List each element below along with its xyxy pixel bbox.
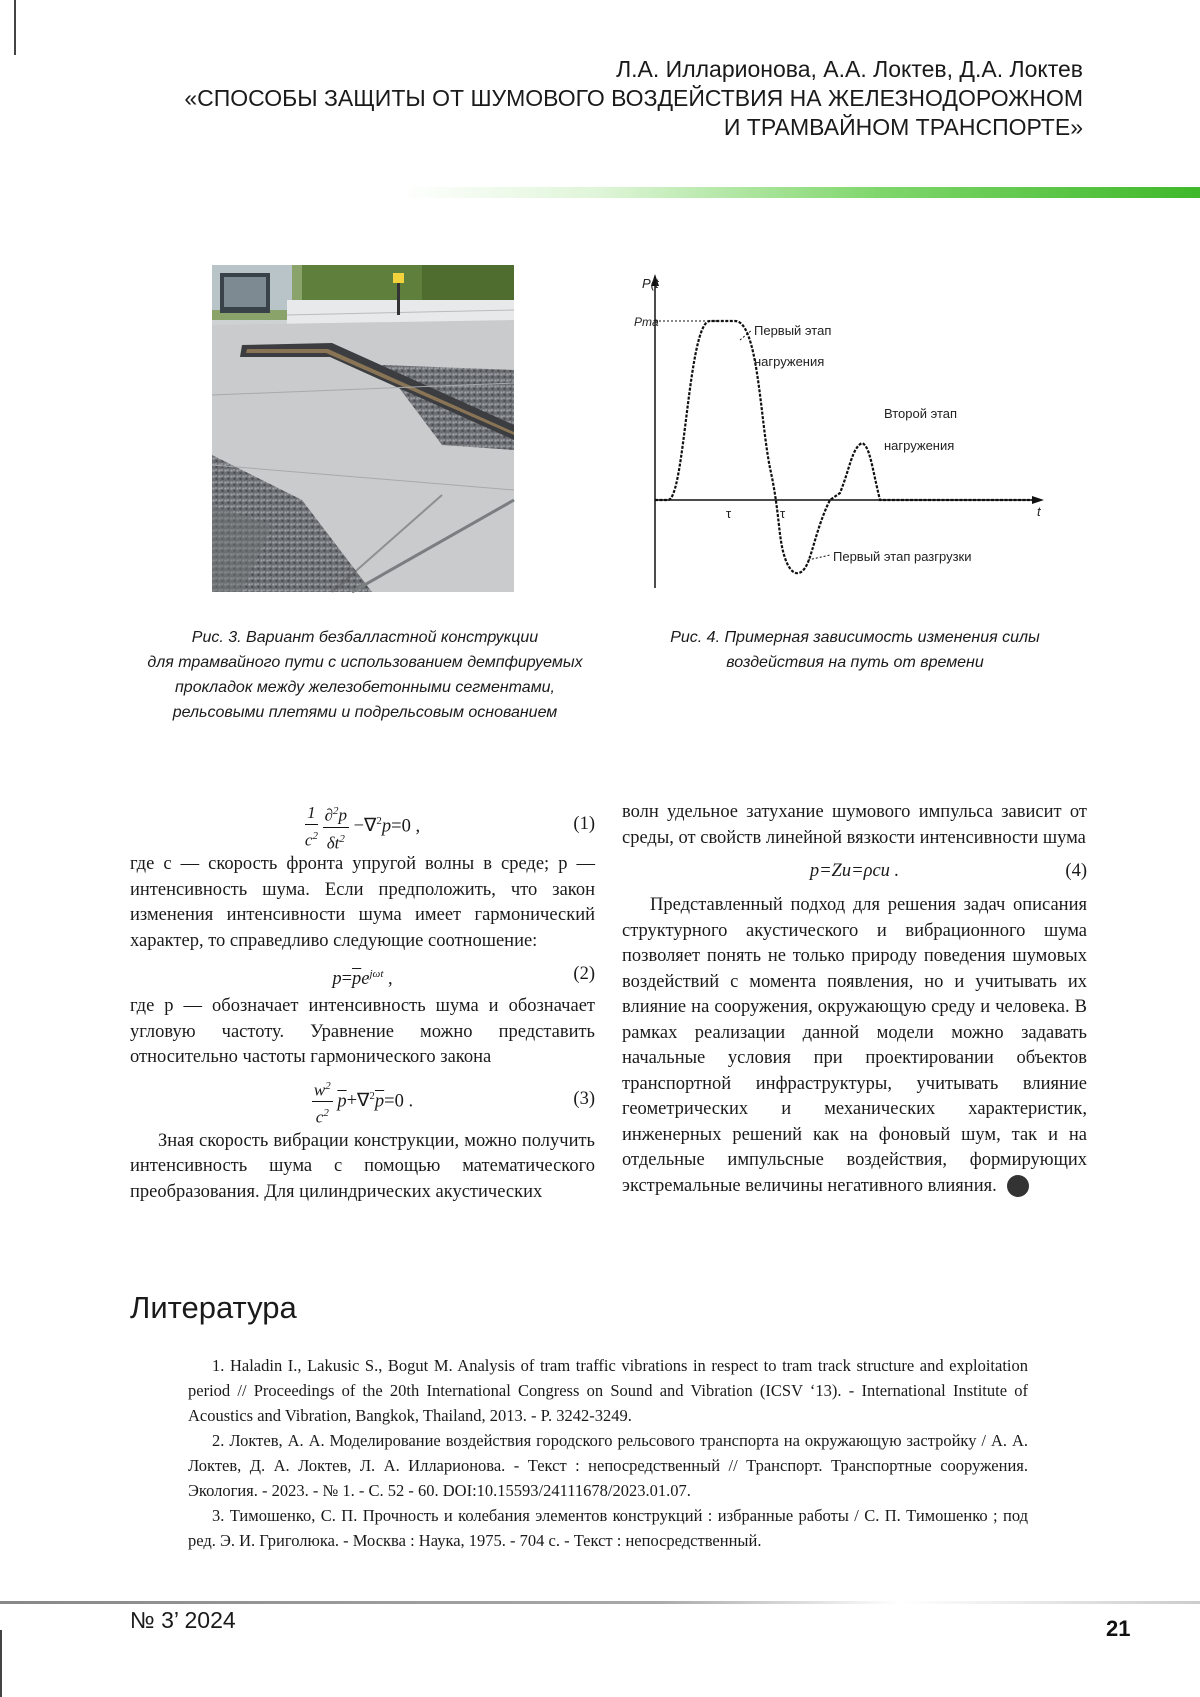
text-column-left <box>130 800 595 1205</box>
annotation-second-load-2: нагружения <box>884 438 955 453</box>
equation-1-number: (1) <box>573 814 595 834</box>
caption-line: прокладок между железобетонными сегментами, <box>175 679 555 696</box>
figure-4-caption <box>640 625 1070 675</box>
pmax-label: Pma <box>634 315 659 329</box>
x-axis-label: t <box>1037 504 1041 519</box>
equation-3-number: (3) <box>573 1088 595 1109</box>
paragraph <box>622 893 1087 1199</box>
annotation-first-load-2: нагружения <box>754 354 825 369</box>
header-authors: Л.А. Илларионова, А.А. Локтев, Д.А. Локтев <box>616 56 1083 82</box>
footer-rule <box>0 1601 1200 1604</box>
figure-4-graph <box>634 268 1060 598</box>
crop-mark-top <box>14 0 16 55</box>
tau-1: τ <box>726 506 732 521</box>
annotation-second-load-1: Второй этап <box>884 406 958 421</box>
equation-3: $\frac{w^2}{c^2}$ $\overline{p}+\nabla^2\overline{p}=0$ . (3) <box>130 1071 595 1129</box>
caption-line: Рис. 4. Примерная зависимость изменения силы <box>670 629 1040 646</box>
caption-line: Рис. 3. Вариант безбалластной конструкции <box>191 629 539 646</box>
equation-2-number: (2) <box>573 964 595 984</box>
equation-1: $\frac{1}{c^2}$ $\frac{\partial^2p}{\delta t^2}$ −∇$^2$p=0 , (1) <box>130 800 595 852</box>
issue-number: № 3’ 2024 <box>130 1607 236 1633</box>
y-axis-label: P(t <box>642 276 659 291</box>
caption-line: для трамвайного пути с использованием демпфируемых <box>147 654 583 671</box>
figure-3-photo <box>212 265 514 592</box>
header-title-line1: «СПОСОБЫ ЗАЩИТЫ ОТ ШУМОВОГО ВОЗДЕЙСТВИЯ НА ЖЕЛЕЗНОДОРОЖНОМ <box>184 85 1083 111</box>
tau-2: τ <box>780 506 786 521</box>
equation-4-number: (4) <box>1065 861 1087 881</box>
running-header <box>184 55 1083 142</box>
paragraph: волн удельное затухание шумового импульса зависит от среды, от свойств линейной вязкости интенсивности шума <box>622 802 1087 848</box>
literature-heading: Литература <box>130 1290 297 1325</box>
annotation-first-load-1: Первый этап <box>754 323 832 338</box>
header-title-line2: И ТРАМВАЙНОМ ТРАНСПОРТЕ» <box>723 114 1083 140</box>
paragraph-text: Представленный подход для решения задач описания структурного акустического и вибрационного шума позволяет понять не только природу поведения шумовых воздействий с момента появления, но и учитывать их влияние на сооружения, окружающую среду и человека. В рамках реализации данной модели можно задавать начальные условия при проектировании объектов транспортной инфраструктуры, учитывать влияние геометрических и механических характеристик, инженерных решений как на фоновый шум, так и на отдельные импульсные воздействия, формирующих экстремальные величины негативного влияния. <box>622 895 1087 1196</box>
journal-logo-icon: НТТ <box>1007 1175 1029 1197</box>
equation-2: $p=\overline{p}e^{j\omega t}$ , (2) <box>332 964 595 990</box>
reference-item: 2. Локтев, А. А. Моделирование воздействия городского рельсового транспорта на окружающую застройку / А. А. Локтев, Д. А. Локтев, Л. А. Илларионова. - Текст : непосредственный // Транспорт. Транспортные сооружения. Экология. - 2023. - № 1. - С. 52 - 60. DOI:10.15593/24111678/2023.01.07. <box>188 1431 1028 1500</box>
equation-4 <box>622 851 1087 893</box>
paragraph: где p — обозначает интенсивность шума и обозначает угловую частоту. Уравнение можно представить относительно частоты гармонического закона <box>130 996 595 1067</box>
reference-item: 3. Тимошенко, С. П. Прочность и колебания элементов конструкций : избранные работы / С. П. Тимошенко ; под ред. Э. И. Григолюка. - Москва : Наука, 1975. - 704 с. - Текст : непосредственный. <box>188 1506 1028 1550</box>
annotation-unload: Первый этап разгрузки <box>833 549 972 564</box>
accent-bar <box>400 187 1200 198</box>
caption-line: рельсовыми плетями и подрельсовым основанием <box>172 704 558 721</box>
reference-item: 1. Haladin I., Lakusic S., Bogut M. Analysis of tram traffic vibrations in respect to tram track structure and exploitation period // Proceedings of the 20th International Congress on Sound and Vibration (ICSV ‘13). - International Institute of Acoustics and Vibration, Bangkok, Thailand, 2013. - P. 3242-3249. <box>188 1356 1028 1425</box>
figure-3-caption <box>130 625 600 725</box>
paragraph: Зная скорость вибрации конструкции, можно получить интенсивность шума с помощью математического преобразования. Для цилиндрических акустических <box>130 1130 595 1202</box>
page-number: 21 <box>1106 1616 1131 1641</box>
paragraph: где c — скорость фронта упругой волны в среде; p — интенсивность шума. Если предположить, что закон изменения интенсивности шума имеет гармонический характер, то справедливо следующие соотношение: <box>130 854 595 951</box>
crop-mark-bottom <box>0 1630 2 1697</box>
reference-list <box>188 1353 1028 1553</box>
caption-line: воздействия на путь от времени <box>726 654 984 671</box>
force-curve <box>655 321 1035 573</box>
text-column-right <box>622 800 1087 1199</box>
equation-4-text: p=Zu=ρcu . <box>809 861 900 881</box>
